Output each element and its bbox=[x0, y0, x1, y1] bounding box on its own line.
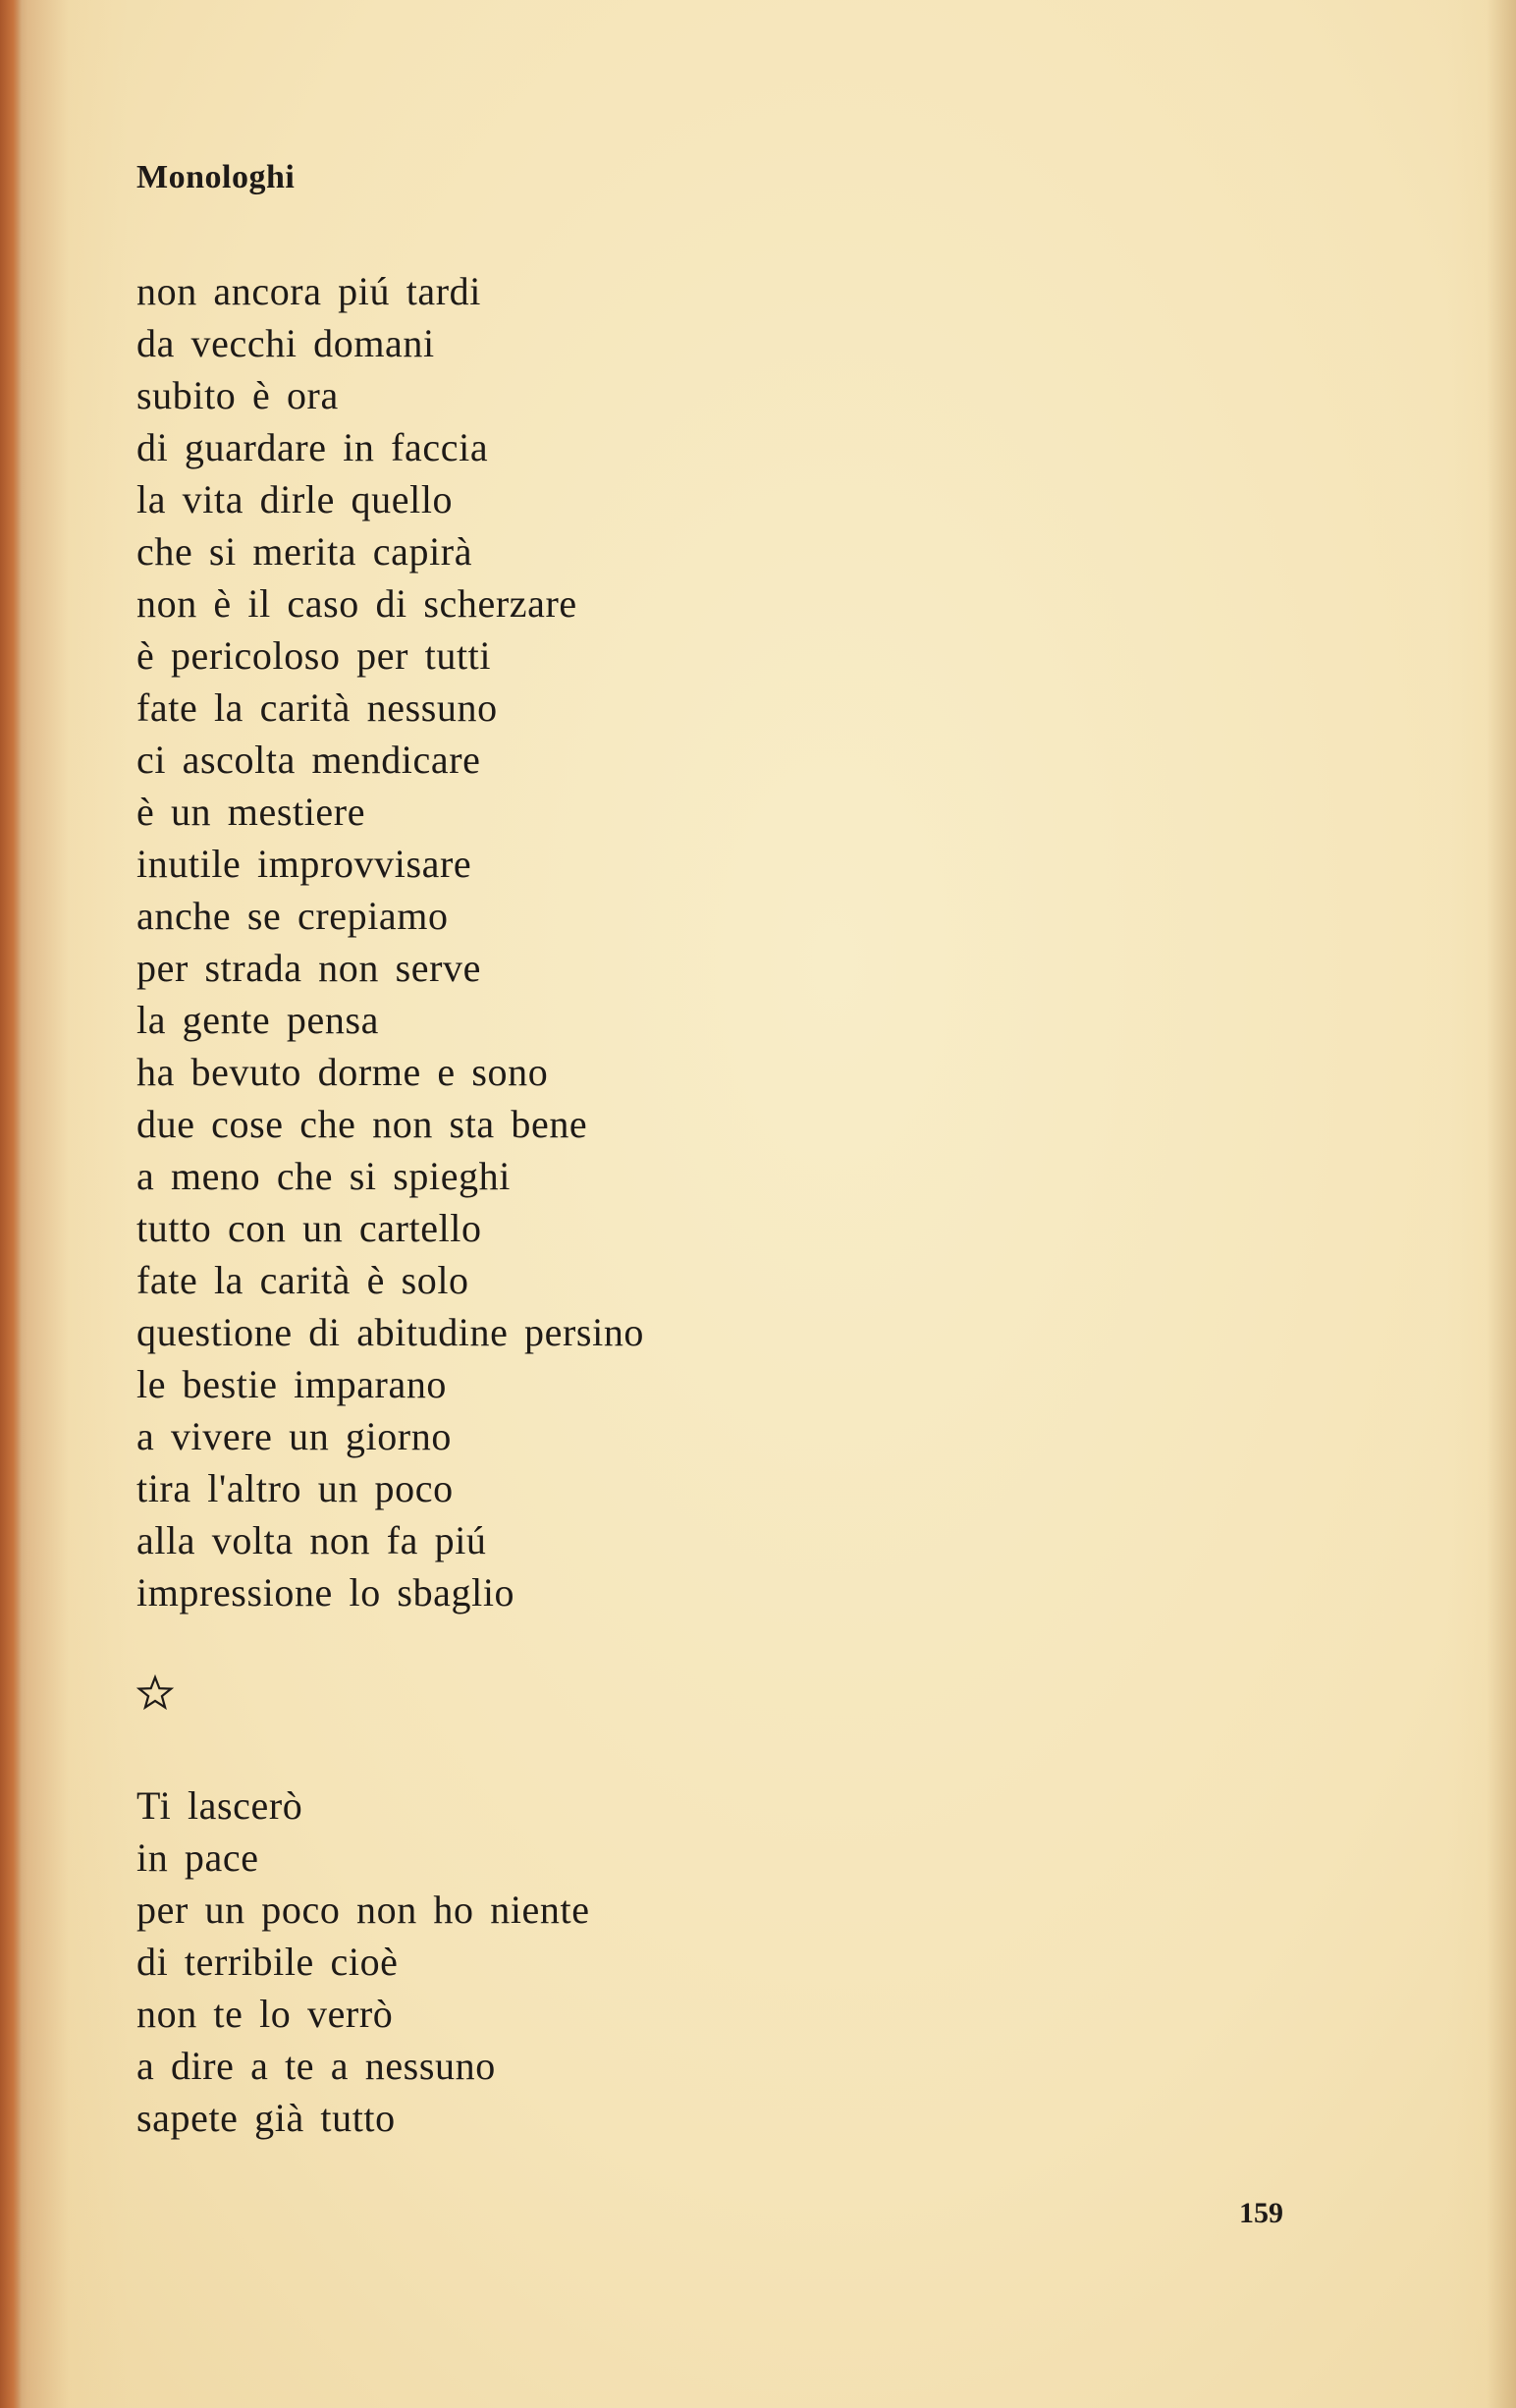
poem-line: è un mestiere bbox=[136, 790, 366, 834]
poem-line: inutile improvvisare bbox=[136, 842, 472, 886]
book-spine-edge bbox=[0, 0, 22, 2408]
poem-line: Ti lascerò bbox=[136, 1783, 303, 1828]
poem-line: è pericoloso per tutti bbox=[136, 633, 492, 678]
poem-line: due cose che non sta bene bbox=[136, 1102, 588, 1146]
poem-line: impressione lo sbaglio bbox=[136, 1570, 515, 1614]
poem-line: a dire a te a nessuno bbox=[136, 2044, 496, 2088]
poem-second bbox=[136, 1779, 590, 2144]
poem-line: sapete già tutto bbox=[136, 2096, 396, 2140]
poem-line: non è il caso di scherzare bbox=[136, 581, 577, 626]
poem-line: subito è ora bbox=[136, 373, 339, 417]
poem-line: fate la carità è solo bbox=[136, 1258, 469, 1302]
poem-line: la vita dirle quello bbox=[136, 477, 454, 521]
poem-line: anche se crepiamo bbox=[136, 894, 449, 938]
page-number: 159 bbox=[1239, 2197, 1283, 2229]
poem-line: ha bevuto dorme e sono bbox=[136, 1050, 549, 1094]
poem-line: di terribile cioè bbox=[136, 1940, 399, 1984]
poem-line: da vecchi domani bbox=[136, 321, 435, 365]
poem-line: tira l'altro un poco bbox=[136, 1466, 454, 1510]
poem-line: fate la carità nessuno bbox=[136, 685, 498, 730]
poem-line: in pace bbox=[136, 1835, 259, 1880]
poem-line: questione di abitudine persino bbox=[136, 1310, 645, 1354]
running-header: Monologhi bbox=[136, 159, 296, 195]
poem-line: a vivere un giorno bbox=[136, 1414, 452, 1458]
poem-line: non ancora piú tardi bbox=[136, 269, 481, 313]
star-outline-icon bbox=[135, 1673, 175, 1713]
poem-line: la gente pensa bbox=[136, 998, 379, 1042]
poem-line: ci ascolta mendicare bbox=[136, 738, 481, 782]
poem-line: alla volta non fa piú bbox=[136, 1518, 487, 1562]
poem-line: che si merita capirà bbox=[136, 529, 473, 574]
poem-line: tutto con un cartello bbox=[136, 1206, 482, 1250]
poem-line: per un poco non ho niente bbox=[136, 1888, 590, 1932]
poem-line: per strada non serve bbox=[136, 946, 481, 990]
poem-line: non te lo verrò bbox=[136, 1992, 394, 2036]
poem-line: di guardare in faccia bbox=[136, 425, 489, 469]
poem-line: a meno che si spieghi bbox=[136, 1154, 511, 1198]
poem-line: le bestie imparano bbox=[136, 1362, 448, 1406]
poem-first bbox=[136, 265, 644, 1618]
